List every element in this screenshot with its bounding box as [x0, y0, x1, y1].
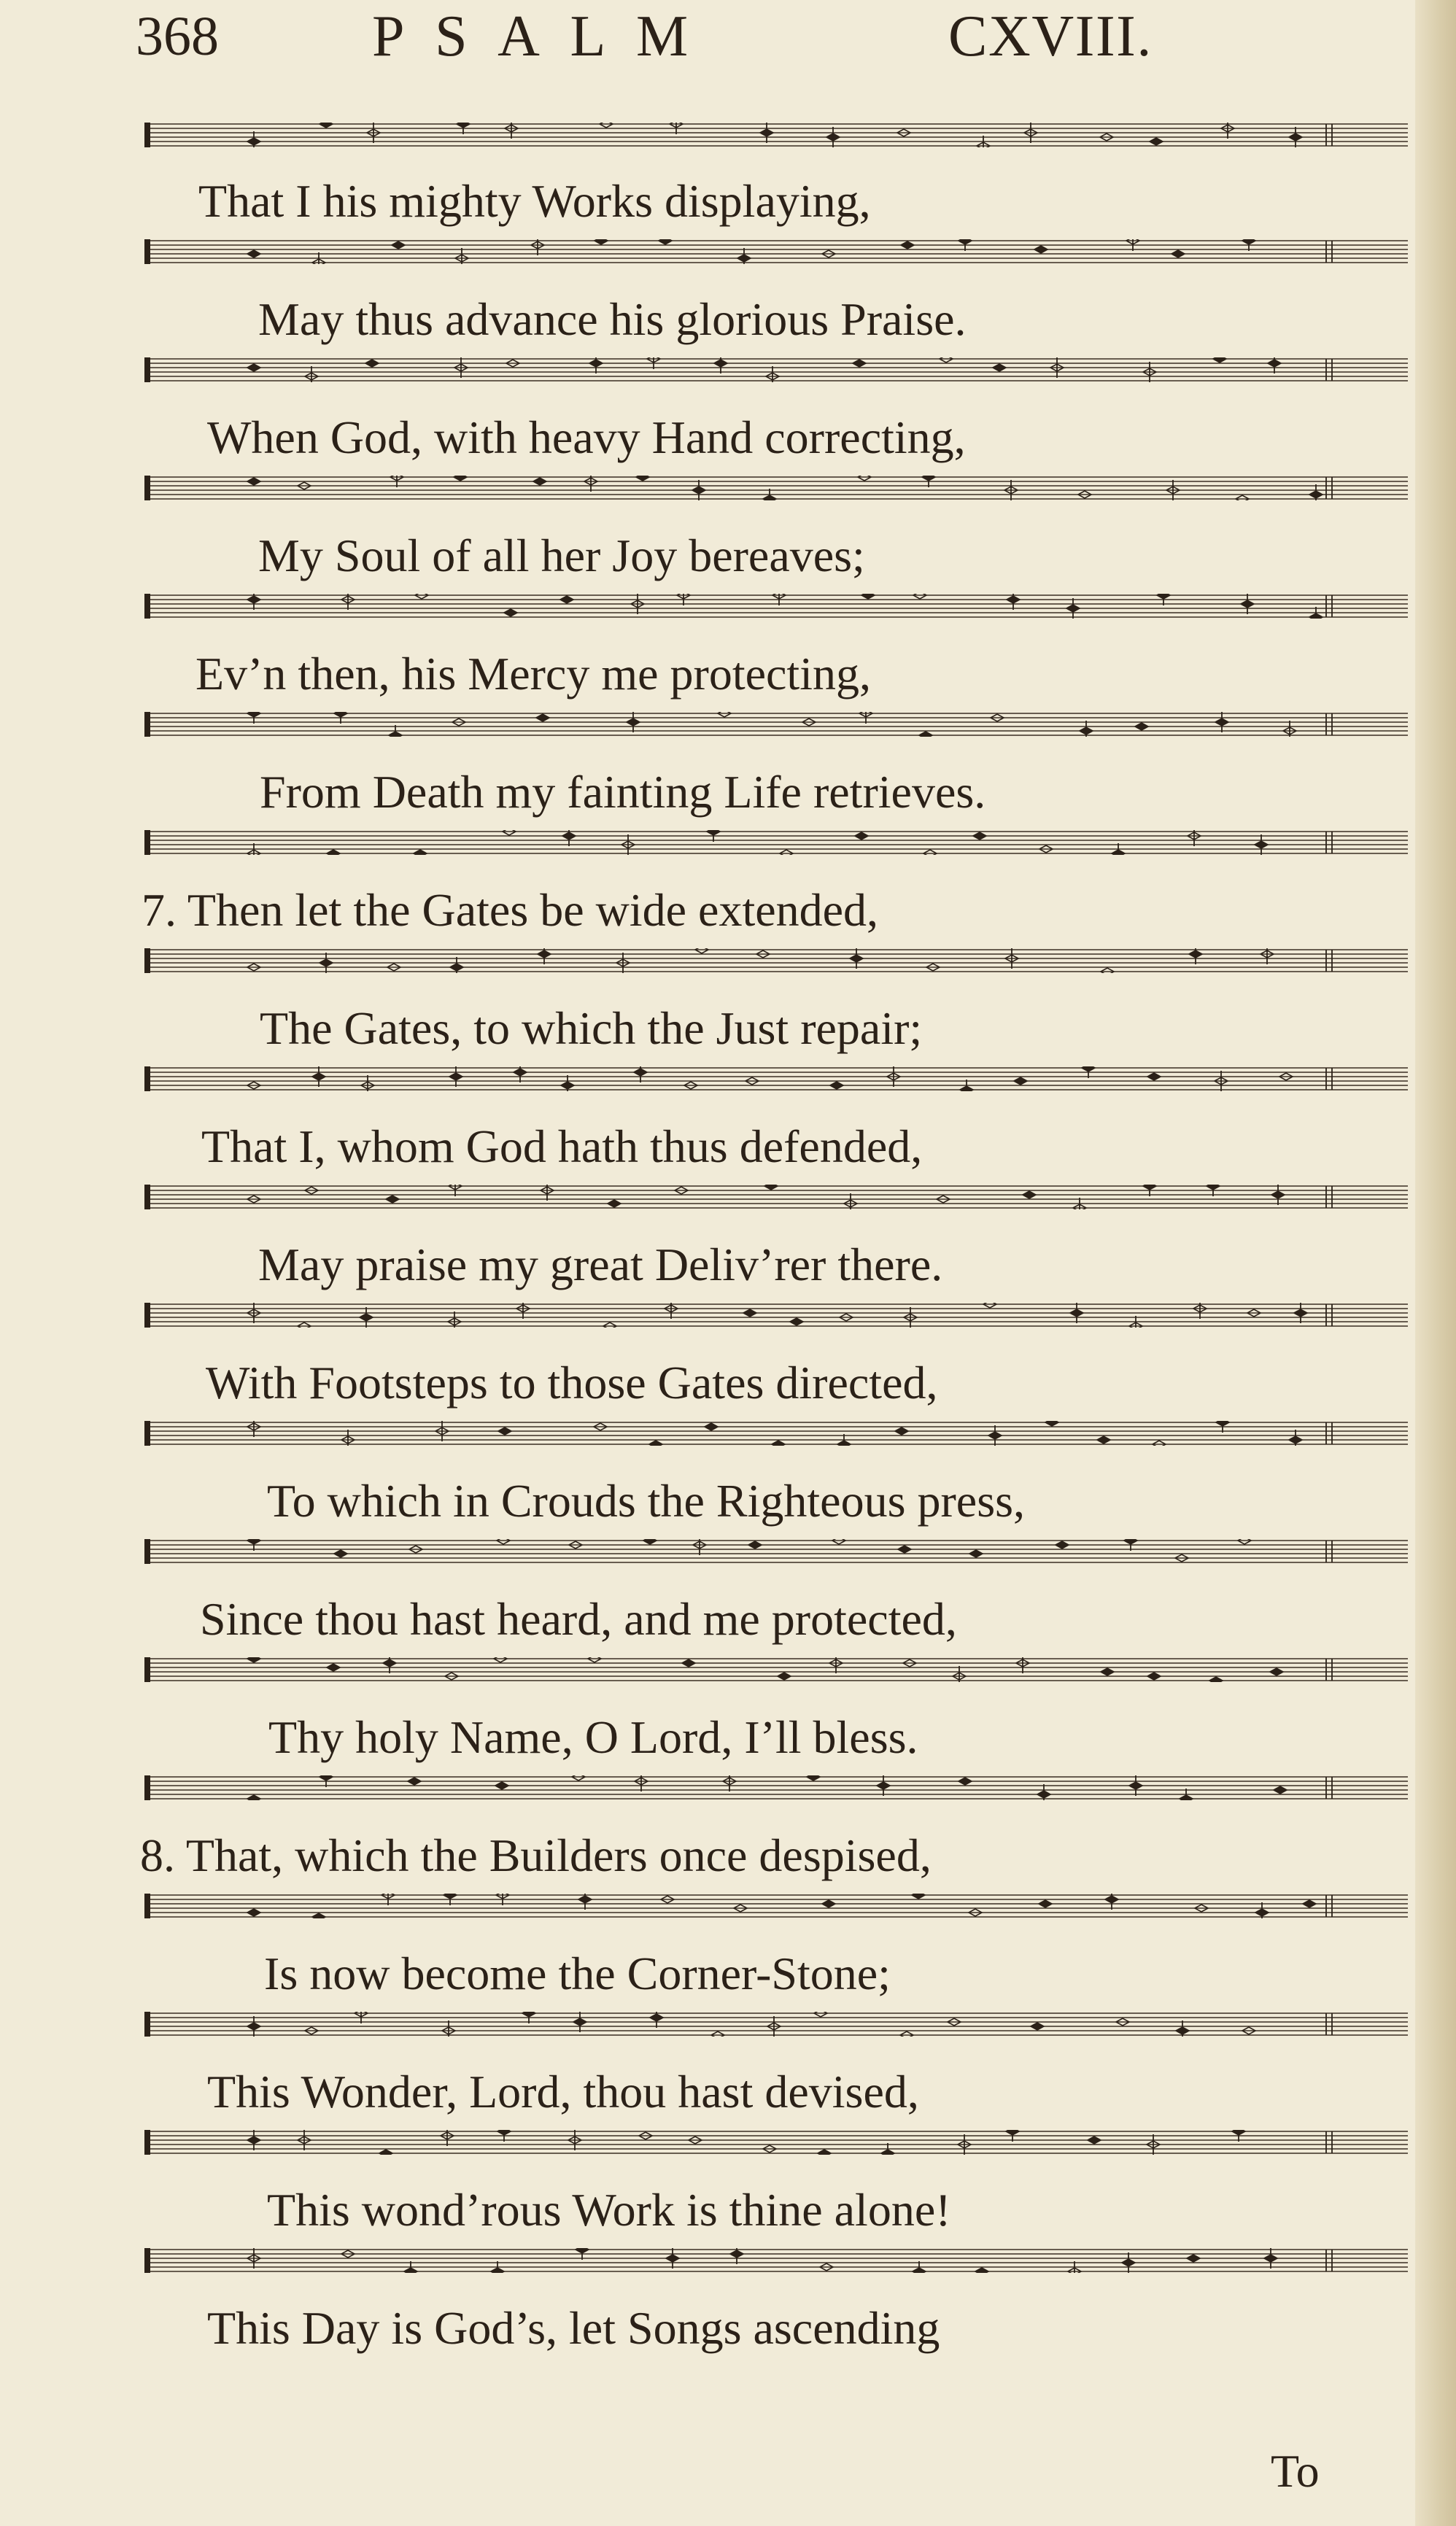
- note-head: [1147, 1673, 1161, 1680]
- running-header: [0, 4, 1456, 69]
- note-head: [1238, 1539, 1251, 1544]
- lyric-line: This Day is God’s, let Songs ascending: [207, 2302, 940, 2354]
- lyric-line: May thus advance his glorious Praise.: [258, 293, 967, 345]
- note-head: [743, 1309, 756, 1317]
- music-staff: [144, 948, 1408, 973]
- note-head: [649, 1441, 662, 1446]
- note-head: [454, 476, 467, 481]
- note-head: [588, 1657, 601, 1662]
- lyric-line: To which in Crouds the Righteous press,: [267, 1475, 1025, 1527]
- note-head: [1270, 1668, 1283, 1675]
- note-head: [718, 712, 731, 717]
- note-head: [327, 1664, 340, 1671]
- clef-mark: [144, 2248, 150, 2273]
- note-head: [495, 1782, 508, 1789]
- note-head: [1213, 357, 1226, 363]
- note-head: [853, 360, 866, 367]
- note-head: [1097, 1436, 1110, 1444]
- note-head: [830, 1082, 843, 1089]
- note-head: [1187, 2255, 1200, 2262]
- note-head: [814, 2012, 827, 2017]
- note-head: [940, 357, 953, 363]
- note-head: [822, 1900, 835, 1907]
- clef-mark: [144, 1894, 150, 1918]
- clef-mark: [144, 1775, 150, 1800]
- music-staff: [144, 1185, 1408, 1209]
- note-head: [983, 1303, 996, 1308]
- note-head: [603, 1322, 616, 1328]
- note-head: [1014, 1077, 1027, 1085]
- note-head: [711, 2031, 724, 2037]
- clef-mark: [144, 1185, 150, 1209]
- lyric-line: With Footsteps to those Gates directed,: [206, 1357, 938, 1409]
- note-head: [695, 948, 708, 953]
- note-head: [595, 239, 608, 244]
- note-head: [1172, 250, 1185, 257]
- lyric-line: From Death my fainting Life retrieves.: [260, 766, 986, 818]
- note-head: [334, 1550, 347, 1557]
- note-head: [600, 123, 613, 128]
- music-staff: [144, 239, 1408, 264]
- note-head: [975, 2268, 988, 2273]
- music-staff: [144, 123, 1408, 147]
- note-head: [780, 850, 793, 855]
- clef-mark: [144, 476, 150, 500]
- note-head: [790, 1318, 803, 1325]
- music-staff: [144, 1303, 1408, 1328]
- clef-mark: [144, 1657, 150, 1682]
- lyric-line: Since thou hast heard, and me protected,: [200, 1593, 957, 1645]
- note-head: [858, 476, 871, 481]
- music-staff: [144, 357, 1408, 382]
- note-head: [900, 2031, 913, 2037]
- note-head: [1045, 1421, 1058, 1426]
- lyric-line: That I his mighty Works displaying,: [198, 175, 871, 227]
- music-staff: [144, 594, 1408, 619]
- music-staff: [144, 1539, 1408, 1564]
- note-head: [682, 1659, 695, 1667]
- music-staff: [144, 476, 1408, 500]
- note-head: [923, 850, 937, 855]
- note-head: [901, 241, 914, 249]
- clef-mark: [144, 1539, 150, 1564]
- note-head: [1088, 2136, 1101, 2144]
- note-head: [503, 830, 516, 835]
- note-head: [408, 1778, 421, 1785]
- page-edge: [1415, 0, 1456, 2526]
- note-head: [365, 360, 379, 367]
- clef-mark: [144, 594, 150, 619]
- note-head: [643, 1539, 657, 1544]
- note-head: [572, 1775, 585, 1781]
- note-head: [912, 1894, 925, 1899]
- lyric-line: This Wonder, Lord, thou hast devised,: [207, 2066, 919, 2118]
- clef-mark: [144, 357, 150, 382]
- page-number: 368: [136, 6, 219, 67]
- note-head: [1056, 1541, 1069, 1549]
- music-staff: [144, 1066, 1408, 1091]
- note-head: [247, 1795, 260, 1800]
- note-head: [560, 596, 573, 603]
- note-head: [386, 1196, 399, 1203]
- note-head: [320, 123, 333, 128]
- note-head: [498, 1427, 511, 1435]
- note-head: [1153, 1441, 1166, 1446]
- note-head: [772, 1441, 785, 1446]
- clef-mark: [144, 123, 150, 147]
- note-head: [993, 364, 1006, 371]
- note-head: [533, 478, 546, 485]
- note-head: [807, 1775, 820, 1781]
- note-head: [636, 476, 649, 481]
- lyric-line: May praise my great Deliv’rer there.: [258, 1239, 943, 1290]
- clef-mark: [144, 1421, 150, 1446]
- note-head: [504, 609, 517, 616]
- clef-mark: [144, 712, 150, 737]
- note-head: [959, 1778, 972, 1785]
- note-head: [1101, 968, 1114, 973]
- lyric-line: Is now become the Corner-Stone;: [264, 1948, 891, 1999]
- note-head: [748, 1541, 762, 1549]
- note-head: [1023, 1191, 1036, 1198]
- music-staff: [144, 830, 1408, 855]
- note-head: [1031, 2023, 1044, 2030]
- lyric-line: 7. Then let the Gates be wide extended,: [142, 884, 879, 936]
- note-head: [414, 850, 427, 855]
- note-head: [1034, 246, 1048, 253]
- note-head: [392, 241, 405, 249]
- note-head: [778, 1673, 791, 1680]
- lyric-line: This wond’rous Work is thine alone!: [267, 2184, 951, 2236]
- note-head: [1101, 1668, 1114, 1675]
- note-head: [494, 1657, 507, 1662]
- lyric-line: My Soul of all her Joy bereaves;: [258, 530, 865, 581]
- note-head: [832, 1539, 845, 1544]
- clef-mark: [144, 2012, 150, 2037]
- music-staff: [144, 1421, 1408, 1446]
- note-head: [1039, 1900, 1052, 1907]
- note-head: [327, 850, 340, 855]
- lyric-line: That I, whom God hath thus defended,: [201, 1120, 923, 1172]
- note-head: [895, 1427, 908, 1435]
- clef-mark: [144, 1303, 150, 1328]
- music-staff: [144, 1775, 1408, 1800]
- music-staff: [144, 2248, 1408, 2273]
- psalm-number: CXVIII.: [948, 4, 1153, 69]
- note-head: [659, 239, 672, 244]
- note-head: [247, 1657, 260, 1662]
- note-head: [536, 714, 549, 721]
- note-head: [312, 1913, 325, 1918]
- note-head: [247, 364, 260, 371]
- note-head: [247, 478, 260, 485]
- note-head: [855, 832, 868, 840]
- clef-mark: [144, 830, 150, 855]
- note-head: [818, 2150, 831, 2155]
- note-head: [247, 250, 260, 257]
- lyric-line: 8. That, which the Builders once despised,: [140, 1829, 932, 1881]
- note-head: [1150, 138, 1163, 145]
- catchword: To: [1271, 2445, 1320, 2497]
- note-head: [969, 1550, 983, 1557]
- note-head: [247, 1909, 260, 1916]
- music-staff: [144, 2012, 1408, 2037]
- note-head: [497, 1539, 510, 1544]
- music-staff: [144, 1657, 1408, 1682]
- note-head: [764, 1185, 778, 1190]
- lyric-line: When God, with heavy Hand correcting,: [207, 411, 966, 463]
- note-head: [379, 2150, 392, 2155]
- note-head: [608, 1200, 621, 1207]
- note-head: [913, 594, 926, 599]
- music-staff: [144, 1894, 1408, 1918]
- note-head: [898, 1546, 911, 1553]
- note-head: [861, 594, 875, 599]
- lyric-line: Ev’n then, his Mercy me protecting,: [195, 648, 871, 700]
- note-head: [973, 832, 986, 840]
- clef-mark: [144, 2130, 150, 2155]
- clef-mark: [144, 948, 150, 973]
- note-head: [415, 594, 428, 599]
- clef-mark: [144, 1066, 150, 1091]
- note-head: [1303, 1900, 1316, 1907]
- clef-mark: [144, 239, 150, 264]
- lyric-line: The Gates, to which the Just repair;: [260, 1002, 923, 1054]
- note-head: [1135, 723, 1148, 730]
- note-head: [919, 732, 932, 737]
- note-head: [1147, 1073, 1161, 1080]
- note-head: [1209, 1677, 1223, 1682]
- music-staff: [144, 2130, 1408, 2155]
- note-head: [705, 1423, 718, 1430]
- note-head: [1236, 495, 1249, 500]
- note-head: [1274, 1786, 1287, 1794]
- music-staff: [144, 712, 1408, 737]
- running-title: PSALM: [372, 4, 719, 69]
- note-head: [298, 1322, 311, 1328]
- lyric-line: Thy holy Name, O Lord, I’ll bless.: [268, 1711, 918, 1763]
